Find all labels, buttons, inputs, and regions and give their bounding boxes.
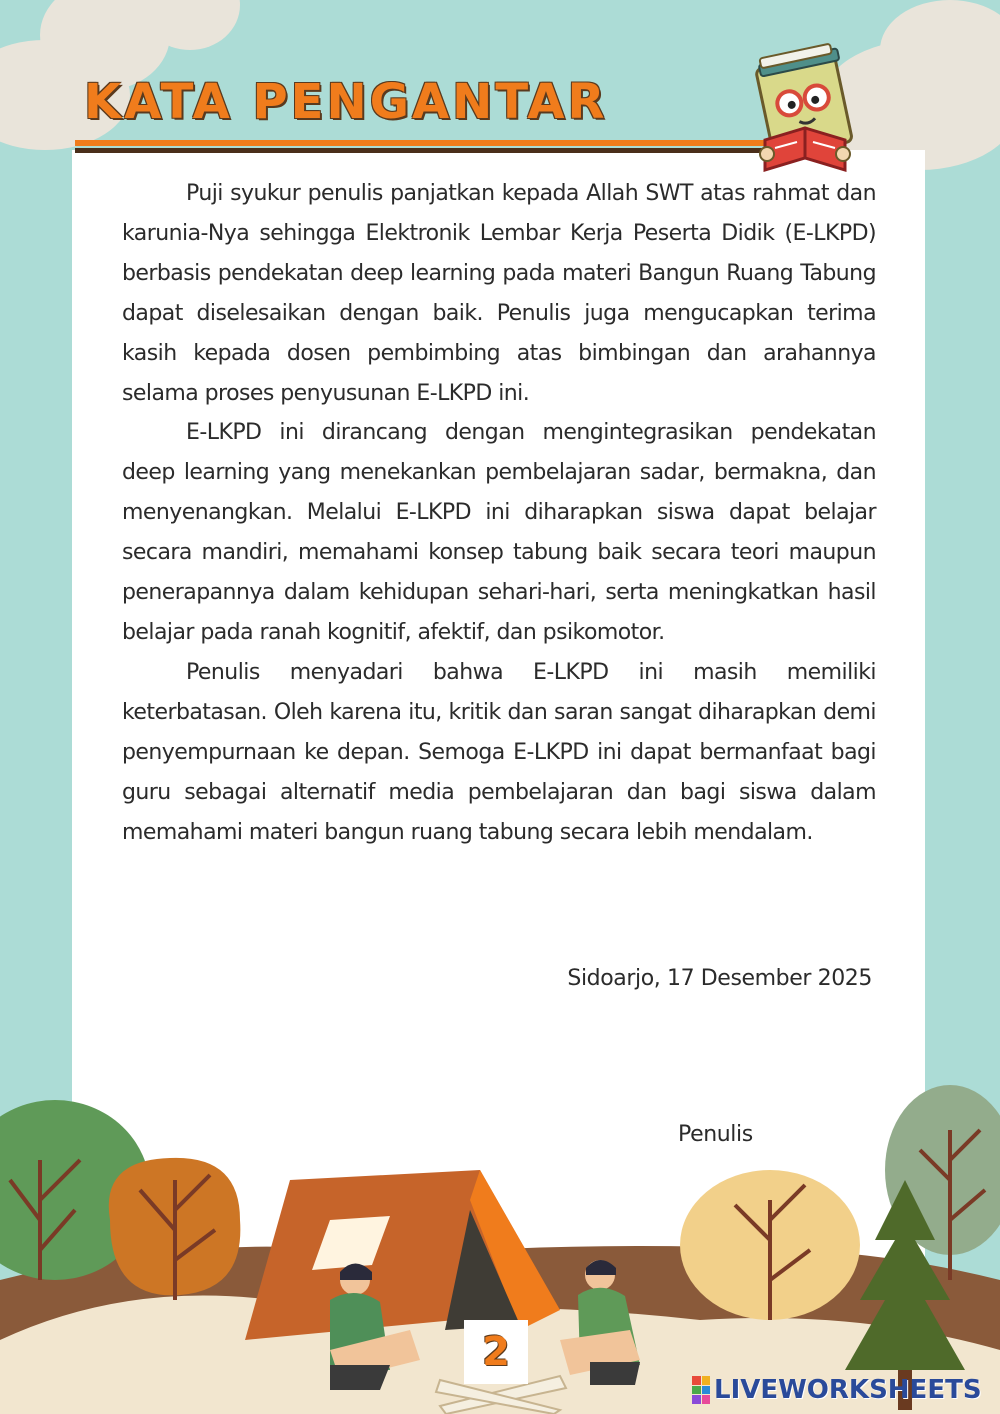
- title-underline-orange: [75, 140, 765, 146]
- body-text: [122, 174, 876, 852]
- date-line: Sidoarjo, 17 Desember 2025: [567, 966, 872, 991]
- paragraph-2: E-LKPD ini dirancang dengan mengintegrasikan pendekatan deep learning yang menekankan pembelajaran sadar, bermakna, dan menyenangkan. Melalui E-LKPD ini diharapkan siswa dapat belajar secara mandiri, memahami konsep tabung baik secara teori maupun penerapannya dalam kehidupan sehari-hari, serta meningkatkan hasil belajar pada ranah kognitif, afektif, dan psikomotor.: [122, 420, 876, 645]
- liveworksheets-brand[interactable]: [692, 1372, 982, 1408]
- tent-icon: [245, 1170, 560, 1340]
- title-underline-dark: [75, 148, 765, 153]
- signer: Penulis: [678, 1122, 753, 1147]
- book-mascot-icon: [745, 30, 865, 180]
- liveworksheets-logo-icon: [692, 1376, 710, 1404]
- page-number: 2: [464, 1320, 528, 1384]
- brand-text: LIVEWORKSHEETS: [714, 1375, 982, 1405]
- paragraph-3: Penulis menyadari bahwa E-LKPD ini masih memiliki keterbatasan. Oleh karena itu, kritik dan saran sangat diharapkan demi penyempurnaan ke depan. Semoga E-LKPD ini dapat bermanfaat bagi guru sebagai alternatif media pembelajaran dan bagi siswa dalam memahami materi bangun ruang tabung secara lebih mendalam.: [122, 659, 876, 845]
- paragraph-1: Puji syukur penulis panjatkan kepada Allah SWT atas rahmat dan karunia-Nya sehingga Elektronik Lembar Kerja Peserta Didik (E-LKPD) berbasis pendekatan deep learning pada materi Bangun Ruang Tabung dapat diselesaikan dengan baik. Penulis juga mengucapkan terima kasih kepada dosen pembimbing atas bimbingan dan arahannya selama proses penyusunan E-LKPD ini.: [122, 181, 876, 406]
- page-title: KATA PENGANTAR: [84, 74, 608, 130]
